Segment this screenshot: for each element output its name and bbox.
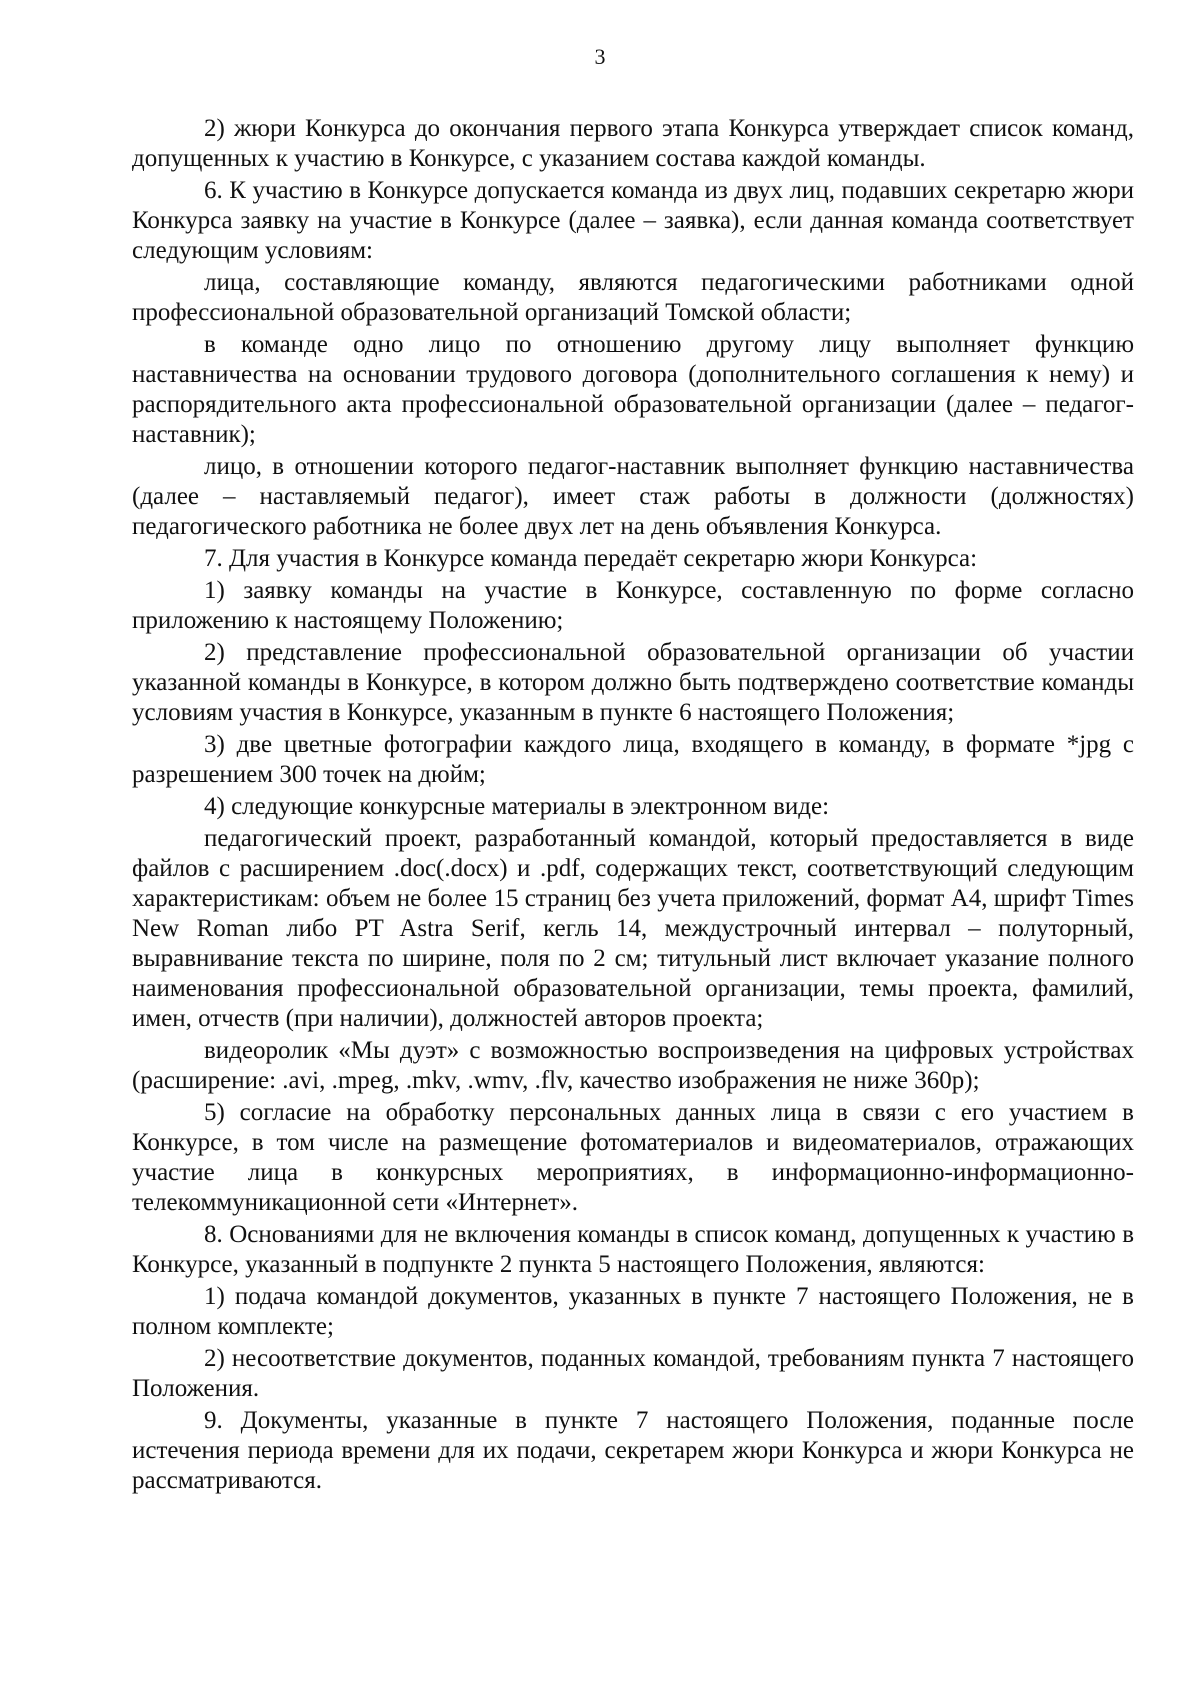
paragraph-7-3: 3) две цветные фотографии каждого лица, входящего в команду, в формате *jpg с разрешением 300 точек на дюйм; bbox=[132, 731, 1134, 788]
paragraph-6: 6. К участию в Конкурсе допускается команда из двух лиц, подавших секретарю жюри Конкурса заявку на участие в Конкурсе (далее – заявка), если данная команда соответствует следующим условиям: bbox=[132, 177, 1134, 264]
document-body bbox=[132, 114, 1134, 1498]
paragraph-8-2: 2) несоответствие документов, поданных командой, требованиям пункта 7 настоящего Положения. bbox=[132, 1345, 1134, 1402]
paragraph-7-4-video: видеоролик «Мы дуэт» с возможностью воспроизведения на цифровых устройствах (расширение: .avi, .mpeg, .mkv, .wmv, .flv, качество изображения не ниже 360р); bbox=[132, 1037, 1134, 1094]
page-number: 3 bbox=[594, 44, 606, 69]
paragraph-6-condition-1: лица, составляющие команду, являются педагогическими работниками одной профессиональной образовательной организаций Томской области; bbox=[132, 269, 1134, 326]
paragraph-7-1: 1) заявку команды на участие в Конкурсе, составленную по форме согласно приложению к настоящему Положению; bbox=[132, 577, 1134, 634]
paragraph-8-1: 1) подача командой документов, указанных в пункте 7 настоящего Положения, не в полном комплекте; bbox=[132, 1283, 1134, 1340]
paragraph-8: 8. Основаниями для не включения команды в список команд, допущенных к участию в Конкурсе, указанный в подпункте 2 пункта 5 настоящего Положения, являются: bbox=[132, 1221, 1134, 1278]
paragraph-7: 7. Для участия в Конкурсе команда передаёт секретарю жюри Конкурса: bbox=[204, 545, 978, 572]
paragraph-7-2: 2) представление профессиональной образовательной организации об участии указанной команды в Конкурсе, в котором должно быть подтверждено соответствие команды условиям участия в Конкурсе, указанным в пункте 6 настоящего Положения; bbox=[132, 639, 1134, 726]
paragraph-5-2: 2) жюри Конкурса до окончания первого этапа Конкурса утверждает список команд, допущенных к участию в Конкурсе, с указанием состава каждой команды. bbox=[132, 115, 1134, 172]
paragraph-9: 9. Документы, указанные в пункте 7 настоящего Положения, поданные после истечения периода времени для их подачи, секретарем жюри Конкурса и жюри Конкурса не рассматриваются. bbox=[132, 1407, 1134, 1494]
paragraph-7-4-project: педагогический проект, разработанный командой, который предоставляется в виде файлов с расширением .doc(.docx) и .pdf, содержащих текст, соответствующий следующим характеристикам: объем не более 15 страниц без учета приложений, формат А4, шрифт Times New Roman либо PT Astra Serif, кегль 14, междустрочный интервал – полуторный, выравнивание текста по ширине, поля по 2 см; титульный лист включает указание полного наименования профессиональной образовательной организации, темы проекта, фамилий, имен, отчеств (при наличии), должностей авторов проекта; bbox=[132, 825, 1134, 1032]
paragraph-7-4: 4) следующие конкурсные материалы в электронном виде: bbox=[204, 793, 830, 820]
paragraph-7-5: 5) согласие на обработку персональных данных лица в связи с его участием в Конкурсе, в том числе на размещение фотоматериалов и видеоматериалов, отражающих участие лица в конкурсных мероприятиях, в информационно-информационно-телекоммуникационной сети «Интернет». bbox=[132, 1099, 1134, 1216]
paragraph-6-condition-3: лицо, в отношении которого педагог-наставник выполняет функцию наставничества (далее – наставляемый педагог), имеет стаж работы в должности (должностях) педагогического работника не более двух лет на день объявления Конкурса. bbox=[132, 453, 1134, 540]
paragraph-6-condition-2: в команде одно лицо по отношению другому лицу выполняет функцию наставничества на основании трудового договора (дополнительного соглашения к нему) и распорядительного акта профессиональной образовательной организации (далее – педагог-наставник); bbox=[132, 331, 1134, 448]
